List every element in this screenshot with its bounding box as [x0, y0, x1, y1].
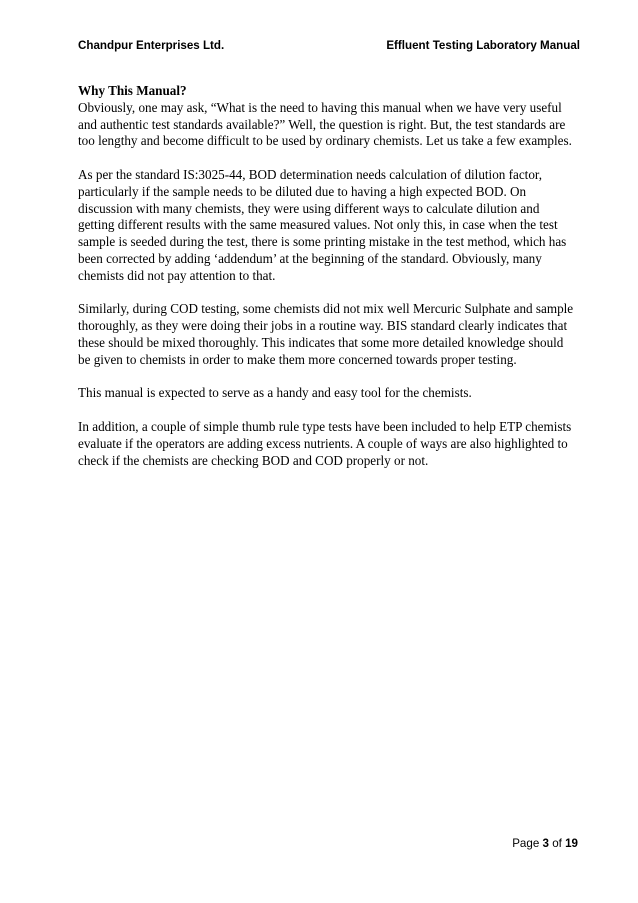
company-name: Chandpur Enterprises Ltd. — [78, 39, 225, 52]
paragraph-bod: As per the standard IS:3025-44, BOD determination needs calculation of dilution factor, particularly if the sample needs to be diluted due to having a high expected BOD. On discussion with many chemists, they were using different ways to calculate dilution and getting different results with the same measured values. Not only this, in case when the test sample is seeded during the test, there is some printing mistake in the test method, which has been corrected by adding ‘addendum’ at the beginning of the standard. Obviously, many chemists did not pay attention to that. — [78, 166, 567, 283]
manual-title: Effluent Testing Laboratory Manual — [386, 39, 580, 52]
page-header — [78, 39, 580, 57]
paragraph-intro: Obviously, one may ask, “What is the need to having this manual when we have very useful and authentic test standards available?” Well, the question is right. But, the test standards are too lengthy and become difficult to be used by ordinary chemists. Let us take a few examples. — [78, 99, 572, 149]
section-heading: Why This Manual? — [78, 83, 187, 98]
of-label: of — [552, 837, 562, 850]
total-pages-number: 19 — [565, 837, 578, 850]
paragraph-addition: In addition, a couple of simple thumb rule type tests have been included to help ETP chemists evaluate if the operators are adding excess nutrients. A couple of ways are also highlighted to check if the chemists are checking BOD and COD properly or not. — [78, 418, 572, 468]
paragraph-purpose: This manual is expected to serve as a handy and easy tool for the chemists. — [78, 385, 472, 401]
current-page-number: 3 — [542, 837, 549, 850]
page-footer — [512, 837, 578, 850]
page-label: Page — [512, 837, 540, 850]
paragraph-cod: Similarly, during COD testing, some chemists did not mix well Mercuric Sulphate and sample thoroughly, as they were doing their jobs in a routine way. BIS standard clearly indicates that these should be mixed thoroughly. This indicates that some more detailed knowledge should be given to chemists in order to make them more concerned towards proper testing. — [78, 301, 574, 367]
page-content — [78, 83, 578, 486]
